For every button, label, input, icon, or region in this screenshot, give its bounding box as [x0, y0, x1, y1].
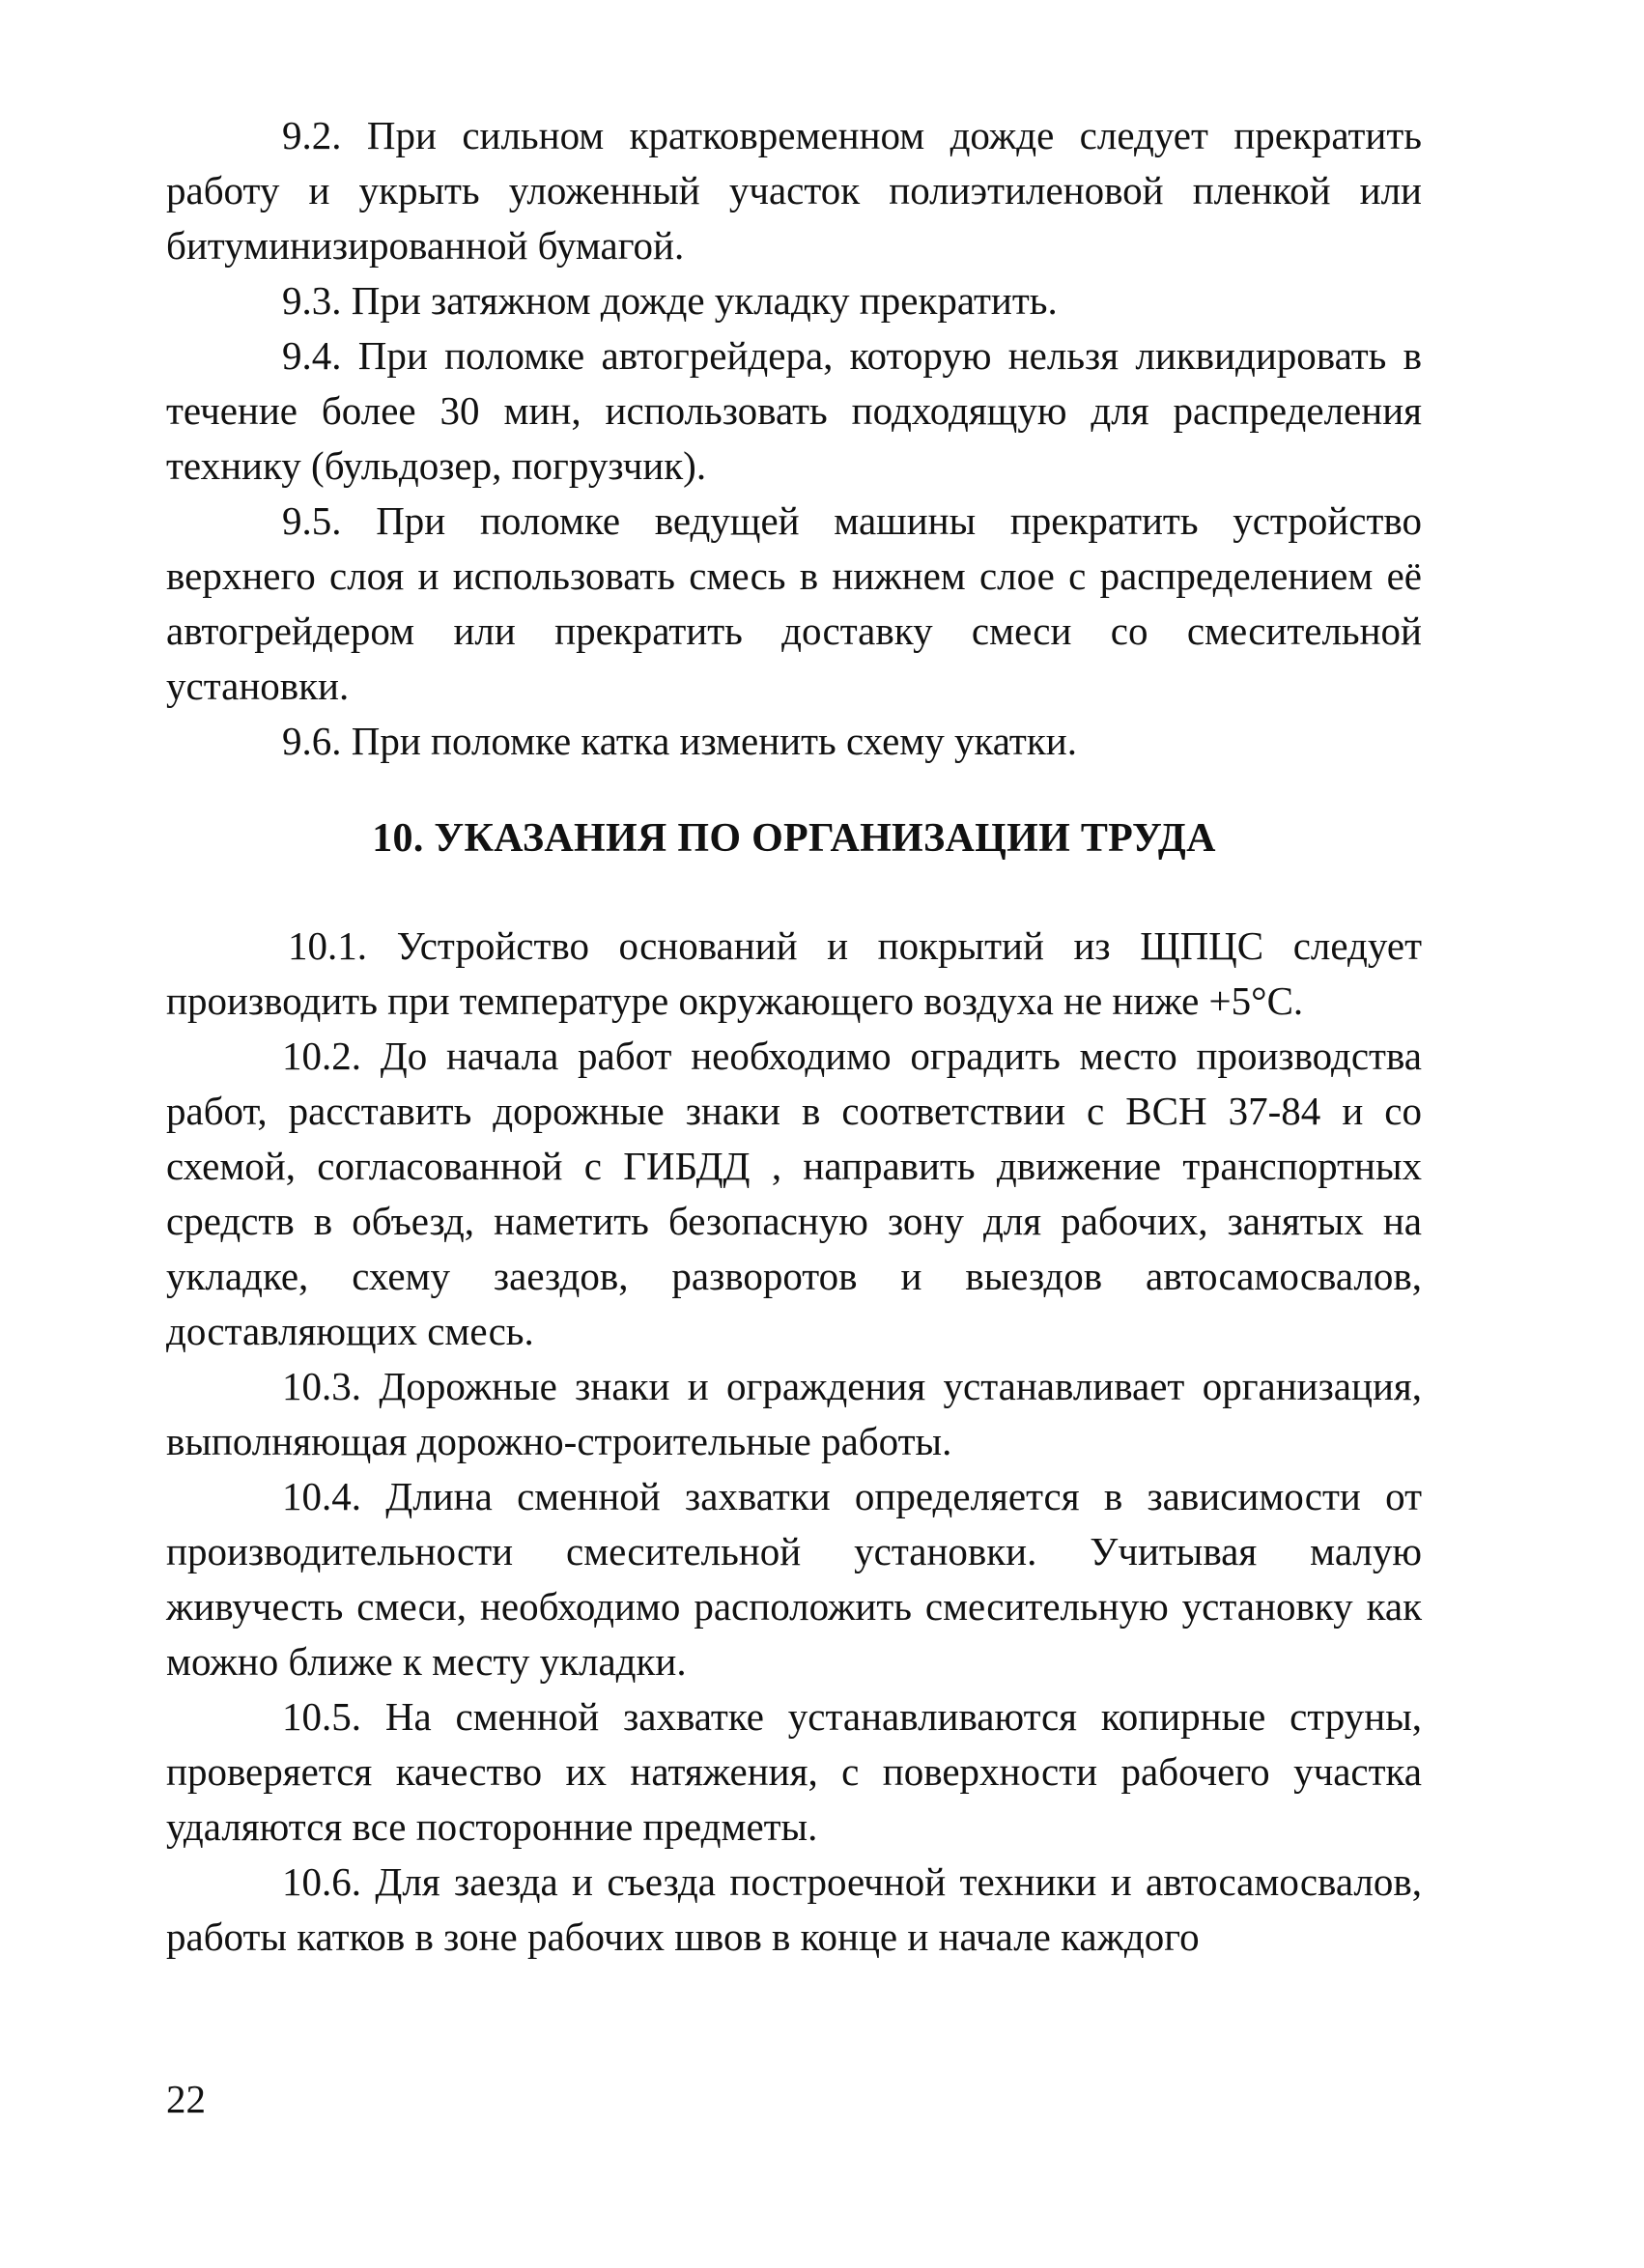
paragraph-9-4: 9.4. При поломке автогрейдера, которую нельзя ликвидировать в течение более 30 мин, использовать подходящую для распределения технику (бульдозер, погрузчик). [166, 333, 1422, 488]
section-10-text [166, 919, 1422, 1965]
paragraph-9-2: 9.2. При сильном кратковременном дожде следует прекратить работу и укрыть уложенный участок полиэтиленовой пленкой или битуминизированной бумагой. [166, 113, 1422, 268]
paragraph-10-6: 10.6. Для заезда и съезда построечной техники и автосамосвалов, работы катков в зоне рабочих швов в конце и начале каждого [166, 1859, 1422, 1959]
section-9-text [166, 108, 1422, 769]
page-number: 22 [166, 2077, 206, 2121]
paragraph-10-1: 10.1. Устройство оснований и покрытий из ЩПЦС следует производить при температуре окружающего воздуха не ниже +5°С. [166, 923, 1422, 1023]
paragraph-9-3: 9.3. При затяжном дожде укладку прекратить. [282, 278, 1058, 323]
paragraph-10-3: 10.3. Дорожные знаки и ограждения устанавливает организация, выполняющая дорожно-строительные работы. [166, 1364, 1422, 1463]
paragraph-9-5: 9.5. При поломке ведущей машины прекратить устройство верхнего слоя и использовать смесь в нижнем слое с распределением её автогрейдером или прекратить доставку смеси со смесительной установки. [166, 498, 1422, 708]
paragraph-10-2: 10.2. До начала работ необходимо оградить место производства работ, расставить дорожные знаки в соответствии с ВСН 37-84 и со схемой, согласованной с ГИБДД , направить движение транспортных средств в объезд, наметить безопасную зону для рабочих, занятых на укладке, схему заездов, разворотов и выездов автосамосвалов, доставляющих смесь. [166, 1034, 1422, 1353]
paragraph-9-6: 9.6. При поломке катка изменить схему укатки. [282, 719, 1077, 763]
paragraph-10-5: 10.5. На сменной захватке устанавливаются копирные струны, проверяется качество их натяжения, с поверхности рабочего участка удаляются все посторонние предметы. [166, 1694, 1422, 1849]
paragraph-10-4: 10.4. Длина сменной захватки определяется в зависимости от производительности смесительной установки. Учитывая малую живучесть смеси, необходимо расположить смесительную установку как можно ближе к месту укладки. [166, 1474, 1422, 1684]
section-10-heading: 10. УКАЗАНИЯ ПО ОРГАНИЗАЦИИ ТРУДА [372, 816, 1216, 861]
